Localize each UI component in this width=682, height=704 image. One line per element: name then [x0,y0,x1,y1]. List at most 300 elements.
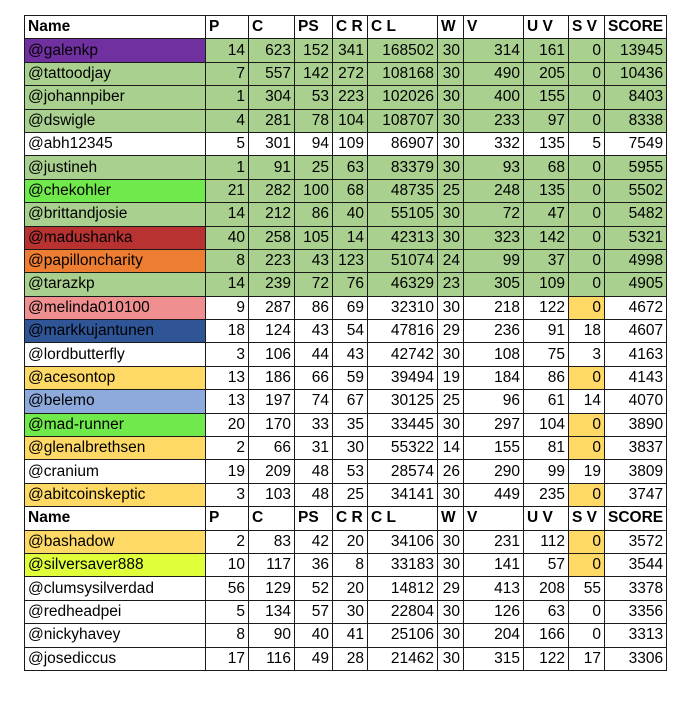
w-cell[interactable]: 24 [438,249,464,272]
uv-cell[interactable]: 142 [524,226,569,249]
c-cell[interactable]: 66 [249,437,295,460]
cr-cell[interactable]: 53 [333,460,368,483]
cl-cell[interactable]: 83379 [368,156,438,179]
cr-cell[interactable]: 28 [333,647,368,670]
user-name-cell[interactable]: @redheadpei [25,600,206,623]
uv-cell[interactable]: 57 [524,553,569,576]
uv-cell[interactable]: 47 [524,203,569,226]
column-header-p[interactable]: P [206,16,249,39]
cl-cell[interactable]: 32310 [368,296,438,319]
p-cell[interactable]: 3 [206,343,249,366]
user-name-cell[interactable]: @abitcoinskeptic [25,483,206,506]
cr-cell[interactable]: 123 [333,249,368,272]
column-header-ps[interactable]: PS [295,507,333,530]
column-header-p[interactable]: P [206,507,249,530]
ps-cell[interactable]: 94 [295,132,333,155]
v-cell[interactable]: 108 [464,343,524,366]
v-cell[interactable]: 126 [464,600,524,623]
c-cell[interactable]: 124 [249,320,295,343]
ps-cell[interactable]: 74 [295,390,333,413]
c-cell[interactable]: 90 [249,624,295,647]
w-cell[interactable]: 19 [438,366,464,389]
p-cell[interactable]: 1 [206,156,249,179]
cr-cell[interactable]: 30 [333,600,368,623]
uv-cell[interactable]: 104 [524,413,569,436]
score-cell[interactable]: 3572 [605,530,667,553]
p-cell[interactable]: 14 [206,39,249,62]
c-cell[interactable]: 281 [249,109,295,132]
user-name-cell[interactable]: @chekohler [25,179,206,202]
p-cell[interactable]: 5 [206,600,249,623]
v-cell[interactable]: 99 [464,249,524,272]
v-cell[interactable]: 96 [464,390,524,413]
uv-cell[interactable]: 122 [524,647,569,670]
c-cell[interactable]: 170 [249,413,295,436]
user-name-cell[interactable]: @madushanka [25,226,206,249]
w-cell[interactable]: 30 [438,156,464,179]
cl-cell[interactable]: 25106 [368,624,438,647]
w-cell[interactable]: 30 [438,226,464,249]
user-name-cell[interactable]: @josediccus [25,647,206,670]
user-name-cell[interactable]: @dswigle [25,109,206,132]
score-cell[interactable]: 5502 [605,179,667,202]
uv-cell[interactable]: 235 [524,483,569,506]
cl-cell[interactable]: 108168 [368,62,438,85]
ps-cell[interactable]: 86 [295,296,333,319]
v-cell[interactable]: 155 [464,437,524,460]
sv-cell[interactable]: 19 [569,460,605,483]
w-cell[interactable]: 30 [438,132,464,155]
column-header-v[interactable]: V [464,507,524,530]
ps-cell[interactable]: 57 [295,600,333,623]
cl-cell[interactable]: 28574 [368,460,438,483]
user-name-cell[interactable]: @johannpiber [25,86,206,109]
p-cell[interactable]: 4 [206,109,249,132]
c-cell[interactable]: 623 [249,39,295,62]
score-cell[interactable]: 3313 [605,624,667,647]
user-name-cell[interactable]: @belemo [25,390,206,413]
c-cell[interactable]: 239 [249,273,295,296]
user-name-cell[interactable]: @markkujantunen [25,320,206,343]
ps-cell[interactable]: 31 [295,437,333,460]
w-cell[interactable]: 30 [438,530,464,553]
column-header-c[interactable]: C [249,16,295,39]
sv-cell[interactable]: 0 [569,273,605,296]
score-cell[interactable]: 5482 [605,203,667,226]
score-cell[interactable]: 3837 [605,437,667,460]
p-cell[interactable]: 13 [206,366,249,389]
sv-cell[interactable]: 0 [569,179,605,202]
sv-cell[interactable]: 0 [569,226,605,249]
v-cell[interactable]: 449 [464,483,524,506]
score-cell[interactable]: 8338 [605,109,667,132]
p-cell[interactable]: 3 [206,483,249,506]
p-cell[interactable]: 18 [206,320,249,343]
cr-cell[interactable]: 67 [333,390,368,413]
ps-cell[interactable]: 42 [295,530,333,553]
sv-cell[interactable]: 0 [569,203,605,226]
cl-cell[interactable]: 55322 [368,437,438,460]
v-cell[interactable]: 323 [464,226,524,249]
v-cell[interactable]: 141 [464,553,524,576]
ps-cell[interactable]: 72 [295,273,333,296]
w-cell[interactable]: 30 [438,109,464,132]
p-cell[interactable]: 2 [206,437,249,460]
user-name-cell[interactable]: @tarazkp [25,273,206,296]
c-cell[interactable]: 83 [249,530,295,553]
cr-cell[interactable]: 20 [333,530,368,553]
c-cell[interactable]: 304 [249,86,295,109]
cl-cell[interactable]: 42742 [368,343,438,366]
w-cell[interactable]: 30 [438,296,464,319]
v-cell[interactable]: 297 [464,413,524,436]
cr-cell[interactable]: 59 [333,366,368,389]
cl-cell[interactable]: 33183 [368,553,438,576]
v-cell[interactable]: 231 [464,530,524,553]
cr-cell[interactable]: 43 [333,343,368,366]
v-cell[interactable]: 290 [464,460,524,483]
v-cell[interactable]: 93 [464,156,524,179]
c-cell[interactable]: 212 [249,203,295,226]
cr-cell[interactable]: 8 [333,553,368,576]
uv-cell[interactable]: 205 [524,62,569,85]
w-cell[interactable]: 25 [438,179,464,202]
user-name-cell[interactable]: @cranium [25,460,206,483]
c-cell[interactable]: 209 [249,460,295,483]
p-cell[interactable]: 2 [206,530,249,553]
ps-cell[interactable]: 105 [295,226,333,249]
cr-cell[interactable]: 76 [333,273,368,296]
user-name-cell[interactable]: @acesontop [25,366,206,389]
cr-cell[interactable]: 40 [333,203,368,226]
c-cell[interactable]: 186 [249,366,295,389]
v-cell[interactable]: 400 [464,86,524,109]
score-cell[interactable]: 4163 [605,343,667,366]
user-name-cell[interactable]: @nickyhavey [25,624,206,647]
sv-cell[interactable]: 0 [569,109,605,132]
user-name-cell[interactable]: @lordbutterfly [25,343,206,366]
cl-cell[interactable]: 86907 [368,132,438,155]
sv-cell[interactable]: 0 [569,249,605,272]
cr-cell[interactable]: 341 [333,39,368,62]
score-cell[interactable]: 13945 [605,39,667,62]
cr-cell[interactable]: 30 [333,437,368,460]
uv-cell[interactable]: 37 [524,249,569,272]
score-cell[interactable]: 8403 [605,86,667,109]
v-cell[interactable]: 233 [464,109,524,132]
p-cell[interactable]: 9 [206,296,249,319]
sv-cell[interactable]: 0 [569,156,605,179]
column-header-cr[interactable]: C R [333,16,368,39]
c-cell[interactable]: 91 [249,156,295,179]
cr-cell[interactable]: 14 [333,226,368,249]
user-name-cell[interactable]: @glenalbrethsen [25,437,206,460]
ps-cell[interactable]: 36 [295,553,333,576]
ps-cell[interactable]: 66 [295,366,333,389]
cr-cell[interactable]: 272 [333,62,368,85]
c-cell[interactable]: 258 [249,226,295,249]
ps-cell[interactable]: 78 [295,109,333,132]
w-cell[interactable]: 30 [438,62,464,85]
column-header-w[interactable]: W [438,16,464,39]
cl-cell[interactable]: 46329 [368,273,438,296]
ps-cell[interactable]: 43 [295,320,333,343]
user-name-cell[interactable]: @mad-runner [25,413,206,436]
w-cell[interactable]: 30 [438,624,464,647]
user-name-cell[interactable]: @bashadow [25,530,206,553]
cl-cell[interactable]: 39494 [368,366,438,389]
v-cell[interactable]: 218 [464,296,524,319]
column-header-w[interactable]: W [438,507,464,530]
w-cell[interactable]: 30 [438,203,464,226]
ps-cell[interactable]: 152 [295,39,333,62]
cl-cell[interactable]: 168502 [368,39,438,62]
user-name-cell[interactable]: @clumsysilverdad [25,577,206,600]
sv-cell[interactable]: 0 [569,366,605,389]
sv-cell[interactable]: 5 [569,132,605,155]
w-cell[interactable]: 29 [438,577,464,600]
user-name-cell[interactable]: @silversaver888 [25,553,206,576]
score-cell[interactable]: 3890 [605,413,667,436]
c-cell[interactable]: 106 [249,343,295,366]
column-header-score[interactable]: SCORE [605,16,667,39]
score-cell[interactable]: 10436 [605,62,667,85]
score-cell[interactable]: 5955 [605,156,667,179]
score-cell[interactable]: 3809 [605,460,667,483]
p-cell[interactable]: 17 [206,647,249,670]
p-cell[interactable]: 13 [206,390,249,413]
p-cell[interactable]: 1 [206,86,249,109]
sv-cell[interactable]: 0 [569,62,605,85]
column-header-c[interactable]: C [249,507,295,530]
c-cell[interactable]: 134 [249,600,295,623]
v-cell[interactable]: 236 [464,320,524,343]
v-cell[interactable]: 72 [464,203,524,226]
w-cell[interactable]: 23 [438,273,464,296]
uv-cell[interactable]: 135 [524,179,569,202]
user-name-cell[interactable]: @galenkp [25,39,206,62]
ps-cell[interactable]: 43 [295,249,333,272]
p-cell[interactable]: 8 [206,624,249,647]
cr-cell[interactable]: 41 [333,624,368,647]
cr-cell[interactable]: 223 [333,86,368,109]
sv-cell[interactable]: 0 [569,86,605,109]
w-cell[interactable]: 30 [438,343,464,366]
cl-cell[interactable]: 34106 [368,530,438,553]
score-cell[interactable]: 3378 [605,577,667,600]
column-header-uv[interactable]: U V [524,507,569,530]
sv-cell[interactable]: 18 [569,320,605,343]
cl-cell[interactable]: 102026 [368,86,438,109]
cl-cell[interactable]: 42313 [368,226,438,249]
w-cell[interactable]: 30 [438,600,464,623]
c-cell[interactable]: 116 [249,647,295,670]
column-header-ps[interactable]: PS [295,16,333,39]
sv-cell[interactable]: 0 [569,530,605,553]
p-cell[interactable]: 10 [206,553,249,576]
c-cell[interactable]: 287 [249,296,295,319]
cr-cell[interactable]: 104 [333,109,368,132]
w-cell[interactable]: 30 [438,483,464,506]
ps-cell[interactable]: 86 [295,203,333,226]
ps-cell[interactable]: 53 [295,86,333,109]
c-cell[interactable]: 301 [249,132,295,155]
sv-cell[interactable]: 55 [569,577,605,600]
v-cell[interactable]: 314 [464,39,524,62]
w-cell[interactable]: 26 [438,460,464,483]
ps-cell[interactable]: 40 [295,624,333,647]
uv-cell[interactable]: 109 [524,273,569,296]
ps-cell[interactable]: 48 [295,460,333,483]
w-cell[interactable]: 30 [438,413,464,436]
column-header-v[interactable]: V [464,16,524,39]
w-cell[interactable]: 30 [438,86,464,109]
v-cell[interactable]: 332 [464,132,524,155]
c-cell[interactable]: 129 [249,577,295,600]
cr-cell[interactable]: 68 [333,179,368,202]
c-cell[interactable]: 103 [249,483,295,506]
sv-cell[interactable]: 0 [569,553,605,576]
uv-cell[interactable]: 161 [524,39,569,62]
column-header-sv[interactable]: S V [569,507,605,530]
column-header-score[interactable]: SCORE [605,507,667,530]
score-cell[interactable]: 4905 [605,273,667,296]
ps-cell[interactable]: 100 [295,179,333,202]
c-cell[interactable]: 557 [249,62,295,85]
score-cell[interactable]: 3356 [605,600,667,623]
sv-cell[interactable]: 0 [569,39,605,62]
column-header-uv[interactable]: U V [524,16,569,39]
score-cell[interactable]: 5321 [605,226,667,249]
uv-cell[interactable]: 135 [524,132,569,155]
sv-cell[interactable]: 0 [569,413,605,436]
uv-cell[interactable]: 208 [524,577,569,600]
uv-cell[interactable]: 112 [524,530,569,553]
user-name-cell[interactable]: @justineh [25,156,206,179]
v-cell[interactable]: 413 [464,577,524,600]
v-cell[interactable]: 248 [464,179,524,202]
uv-cell[interactable]: 81 [524,437,569,460]
c-cell[interactable]: 197 [249,390,295,413]
p-cell[interactable]: 40 [206,226,249,249]
p-cell[interactable]: 7 [206,62,249,85]
p-cell[interactable]: 19 [206,460,249,483]
sv-cell[interactable]: 17 [569,647,605,670]
w-cell[interactable]: 25 [438,390,464,413]
v-cell[interactable]: 305 [464,273,524,296]
sv-cell[interactable]: 0 [569,600,605,623]
column-header-cl[interactable]: C L [368,16,438,39]
p-cell[interactable]: 5 [206,132,249,155]
cr-cell[interactable]: 69 [333,296,368,319]
p-cell[interactable]: 56 [206,577,249,600]
w-cell[interactable]: 30 [438,39,464,62]
column-header-name[interactable]: Name [25,16,206,39]
p-cell[interactable]: 14 [206,273,249,296]
uv-cell[interactable]: 61 [524,390,569,413]
score-cell[interactable]: 3544 [605,553,667,576]
cl-cell[interactable]: 22804 [368,600,438,623]
column-header-cl[interactable]: C L [368,507,438,530]
cl-cell[interactable]: 21462 [368,647,438,670]
c-cell[interactable]: 117 [249,553,295,576]
sv-cell[interactable]: 3 [569,343,605,366]
uv-cell[interactable]: 75 [524,343,569,366]
user-name-cell[interactable]: @tattoodjay [25,62,206,85]
cr-cell[interactable]: 54 [333,320,368,343]
w-cell[interactable]: 30 [438,647,464,670]
p-cell[interactable]: 21 [206,179,249,202]
c-cell[interactable]: 282 [249,179,295,202]
cl-cell[interactable]: 14812 [368,577,438,600]
uv-cell[interactable]: 122 [524,296,569,319]
sv-cell[interactable]: 0 [569,624,605,647]
sv-cell[interactable]: 14 [569,390,605,413]
cr-cell[interactable]: 35 [333,413,368,436]
uv-cell[interactable]: 63 [524,600,569,623]
score-cell[interactable]: 4998 [605,249,667,272]
cr-cell[interactable]: 63 [333,156,368,179]
user-name-cell[interactable]: @abh12345 [25,132,206,155]
score-cell[interactable]: 7549 [605,132,667,155]
score-cell[interactable]: 3747 [605,483,667,506]
uv-cell[interactable]: 86 [524,366,569,389]
ps-cell[interactable]: 48 [295,483,333,506]
ps-cell[interactable]: 44 [295,343,333,366]
w-cell[interactable]: 30 [438,553,464,576]
ps-cell[interactable]: 142 [295,62,333,85]
sv-cell[interactable]: 0 [569,437,605,460]
v-cell[interactable]: 184 [464,366,524,389]
ps-cell[interactable]: 49 [295,647,333,670]
ps-cell[interactable]: 33 [295,413,333,436]
p-cell[interactable]: 8 [206,249,249,272]
ps-cell[interactable]: 52 [295,577,333,600]
uv-cell[interactable]: 68 [524,156,569,179]
c-cell[interactable]: 223 [249,249,295,272]
p-cell[interactable]: 20 [206,413,249,436]
p-cell[interactable]: 14 [206,203,249,226]
cl-cell[interactable]: 48735 [368,179,438,202]
user-name-cell[interactable]: @brittandjosie [25,203,206,226]
column-header-name[interactable]: Name [25,507,206,530]
score-cell[interactable]: 4070 [605,390,667,413]
uv-cell[interactable]: 99 [524,460,569,483]
w-cell[interactable]: 14 [438,437,464,460]
uv-cell[interactable]: 155 [524,86,569,109]
cr-cell[interactable]: 109 [333,132,368,155]
cl-cell[interactable]: 34141 [368,483,438,506]
uv-cell[interactable]: 97 [524,109,569,132]
uv-cell[interactable]: 166 [524,624,569,647]
v-cell[interactable]: 315 [464,647,524,670]
sv-cell[interactable]: 0 [569,296,605,319]
cl-cell[interactable]: 33445 [368,413,438,436]
cl-cell[interactable]: 51074 [368,249,438,272]
score-cell[interactable]: 3306 [605,647,667,670]
cr-cell[interactable]: 20 [333,577,368,600]
cl-cell[interactable]: 47816 [368,320,438,343]
column-header-sv[interactable]: S V [569,16,605,39]
score-cell[interactable]: 4607 [605,320,667,343]
score-cell[interactable]: 4672 [605,296,667,319]
column-header-cr[interactable]: C R [333,507,368,530]
v-cell[interactable]: 204 [464,624,524,647]
uv-cell[interactable]: 91 [524,320,569,343]
score-cell[interactable]: 4143 [605,366,667,389]
user-name-cell[interactable]: @papilloncharity [25,249,206,272]
cl-cell[interactable]: 108707 [368,109,438,132]
